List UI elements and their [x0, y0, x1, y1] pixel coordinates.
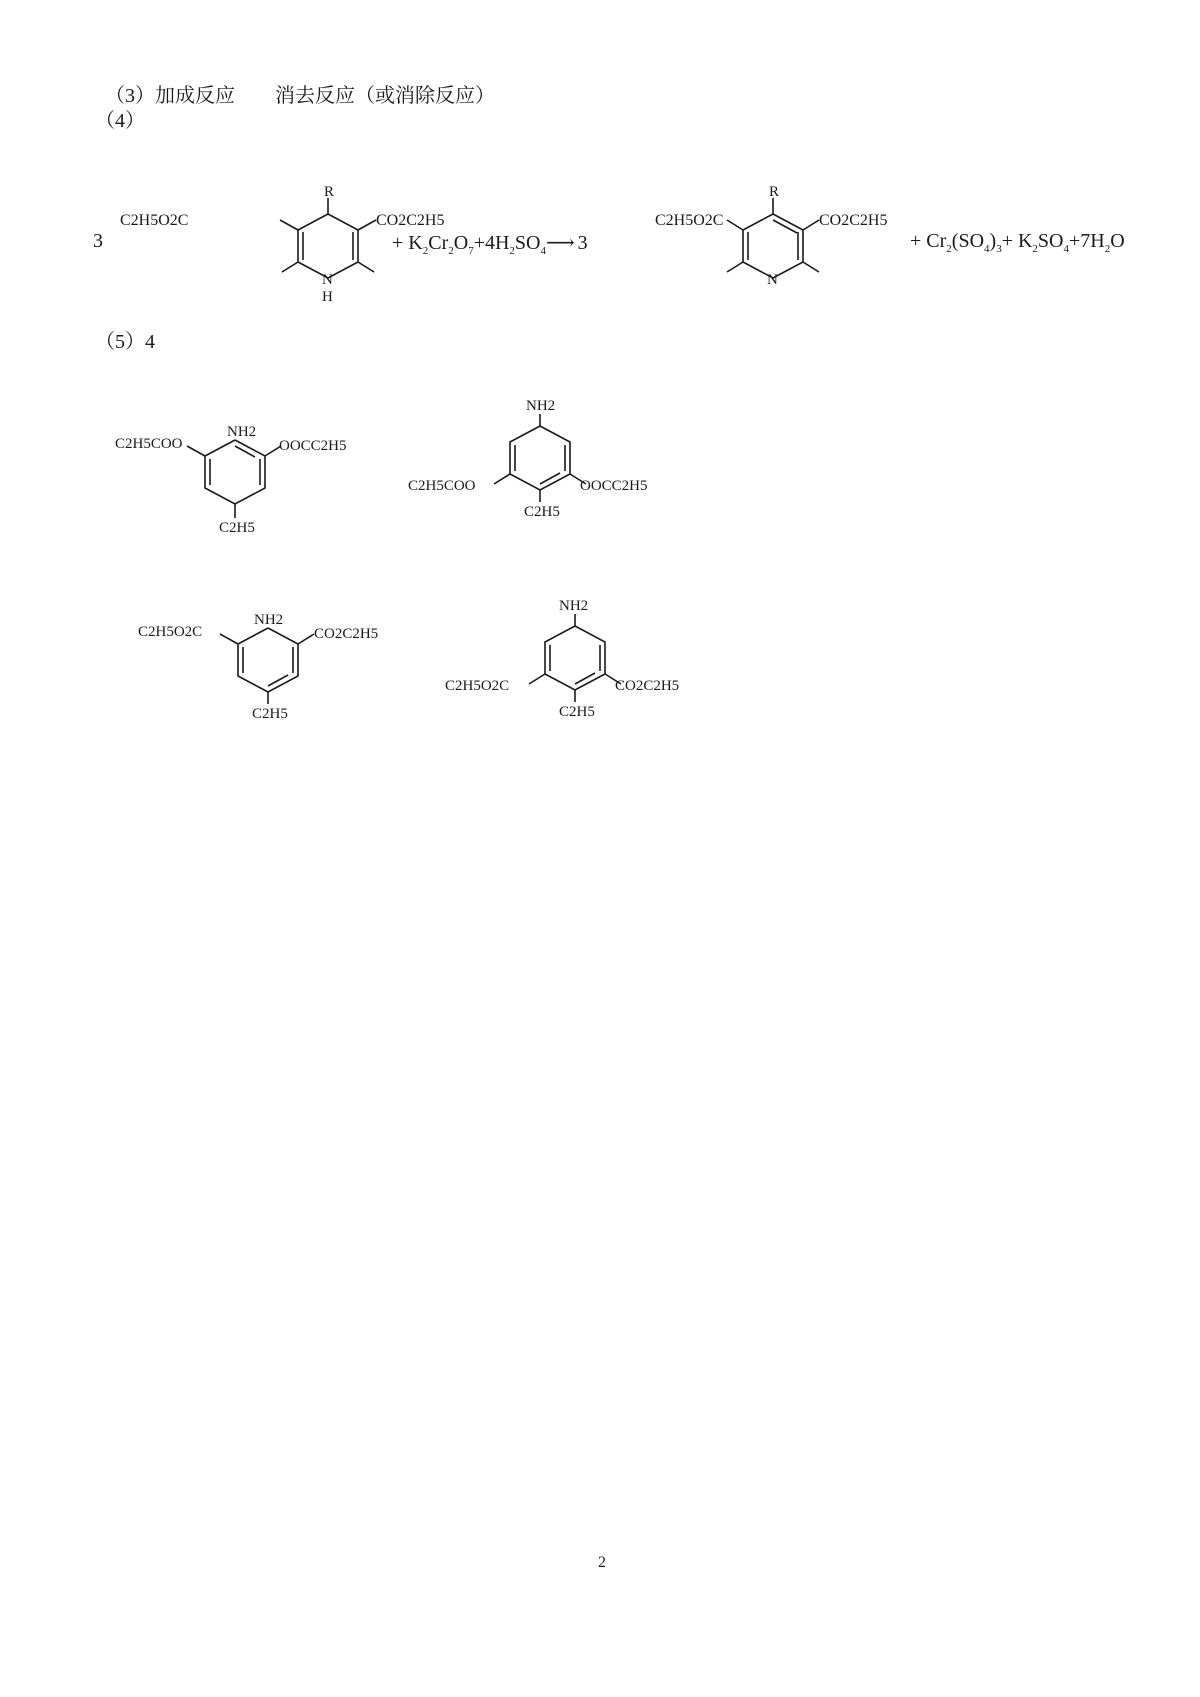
- part5-label: （5）4: [95, 331, 155, 353]
- isomer-structure-3: [138, 606, 398, 726]
- reactant-R: R: [324, 184, 335, 200]
- isomer-structure-2: [408, 398, 668, 524]
- reactant-right-ester: CO2C2H5: [376, 212, 445, 229]
- svg-text:C2H5O2C: C2H5O2C: [445, 678, 510, 694]
- part3-answer2: 消去反应（或消除反应）: [275, 85, 495, 107]
- part3-line: [95, 56, 495, 108]
- svg-text:C2H5: C2H5: [524, 504, 560, 520]
- reactant-dihydropyridine: [120, 184, 445, 312]
- isomer-structure-1: [115, 426, 355, 536]
- svg-text:OOCC2H5: OOCC2H5: [580, 478, 648, 494]
- byproducts: + $Cr_2(SO_4)_3+ K_2SO_4+7H_2O$: [910, 230, 1125, 255]
- product-left-ester: C2H5O2C: [655, 212, 724, 229]
- svg-text:OOCC2H5: OOCC2H5: [279, 438, 347, 454]
- reactant-N: N: [322, 272, 333, 288]
- part3-label: （3）: [105, 85, 155, 107]
- svg-text:NH2: NH2: [227, 424, 257, 440]
- reactant-H: H: [322, 289, 333, 305]
- svg-text:C2H5COO: C2H5COO: [408, 478, 476, 494]
- svg-text:NH2: NH2: [526, 398, 556, 414]
- product-right-ester: CO2C2H5: [819, 212, 888, 229]
- product-R: R: [769, 184, 780, 200]
- svg-text:C2H5O2C: C2H5O2C: [138, 624, 203, 640]
- svg-text:C2H5COO: C2H5COO: [115, 436, 183, 452]
- svg-text:C2H5: C2H5: [559, 704, 595, 720]
- reaction-arrow: ⟶: [546, 232, 573, 254]
- svg-text:C2H5: C2H5: [219, 520, 255, 536]
- reactant-left-ester: C2H5O2C: [120, 212, 189, 229]
- svg-text:NH2: NH2: [254, 612, 284, 628]
- product-pyridine: [655, 184, 915, 302]
- svg-text:NH2: NH2: [559, 598, 589, 614]
- part4-coef-left: 3: [93, 230, 103, 252]
- reagents: + $K_2Cr_2O_7+4H_2SO_4⟶$ 3: [392, 232, 588, 257]
- svg-text:CO2C2H5: CO2C2H5: [314, 626, 379, 642]
- isomer-structure-4: [445, 598, 705, 724]
- part4-label: （4）: [95, 110, 145, 132]
- product-N: N: [767, 272, 778, 288]
- page-number: 2: [598, 1554, 606, 1571]
- svg-text:C2H5: C2H5: [252, 706, 288, 722]
- part3-answer1: 加成反应: [155, 85, 235, 107]
- svg-text:CO2C2H5: CO2C2H5: [615, 678, 680, 694]
